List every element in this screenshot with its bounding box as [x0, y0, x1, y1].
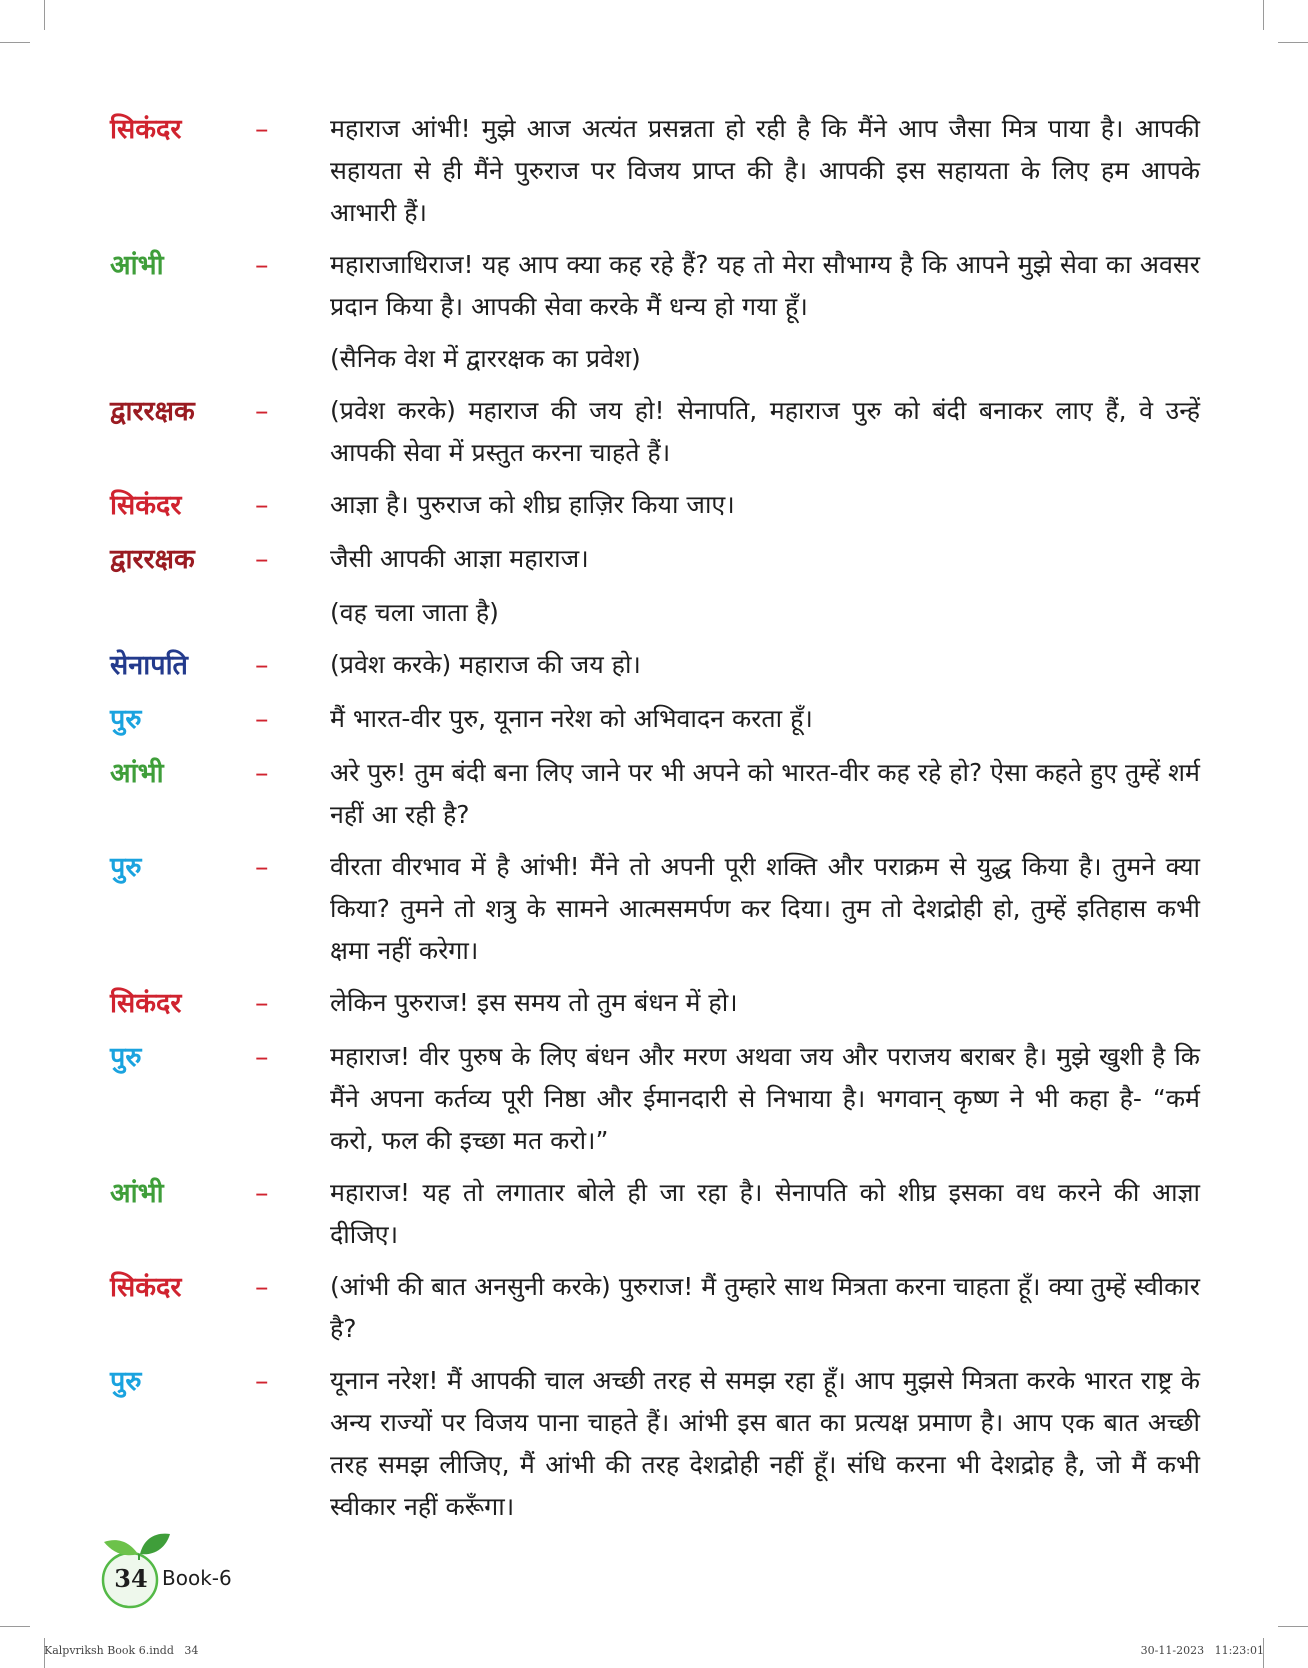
speaker-dash: – [255, 852, 269, 883]
slug-file: Kalpvriksh Book 6.indd 34 [44, 1644, 199, 1657]
speaker-dash: – [255, 988, 269, 1019]
speaker-dash: – [255, 1042, 269, 1073]
dialogue-row [110, 390, 1200, 474]
speaker-dash: – [255, 490, 269, 521]
speech-text: लेकिन पुरुराज! इस समय तो तुम बंधन में हो। [330, 988, 738, 1017]
speaker-name: पुरु [110, 1366, 142, 1397]
speech-text: अरे पुरु! तुम बंदी बना लिए जाने पर भी अपने को भारत-वीर कह रहे हो? ऐसा कहते हुए तुम्हें शर्म नहीं आ रही है? [330, 758, 1201, 829]
speaker-name: पुरु [110, 852, 142, 883]
speaker-name: सिकंदर [110, 490, 182, 521]
speaker-name: सिकंदर [110, 1272, 182, 1303]
speaker-dash: – [255, 1272, 269, 1303]
speaker-name: पुरु [110, 1042, 142, 1073]
crop-mark [0, 1626, 30, 1627]
crop-mark [1263, 0, 1264, 30]
speaker-dash: – [255, 114, 269, 145]
speaker-dash: – [255, 250, 269, 281]
crop-mark [1278, 42, 1308, 43]
speech-text: (प्रवेश करके) महाराज की जय हो! सेनापति, महाराज पुरु को बंदी बनाकर लाए हैं, वे उन्हें आपकी सेवा में प्रस्तुत करना चाहते हैं। [330, 396, 1200, 467]
dialogue-row [110, 484, 1200, 528]
speech-text: (आंभी की बात अनसुनी करके) पुरुराज! मैं तुम्हारे साथ मित्रता करना चाहता हूँ। क्या तुम्हें स्वीकार है? [330, 1272, 1200, 1343]
slug-timestamp: 30-11-2023 11:23:01 [1140, 1644, 1264, 1657]
speech-text: यूनान नरेश! मैं आपकी चाल अच्छी तरह से समझ रहा हूँ। आप मुझसे मित्रता करके भारत राष्ट्र के अन्य राज्यों पर विजय पाना चाहते हैं। आंभी इस बात का प्रत्यक्ष प्रमाण है। आप एक बात अच्छी तरह समझ लीजिए, मैं आंभी की तरह देशद्रोही नहीं हूँ। संधि करना भी देशद्रोह है, जो मैं कभी स्वीकार नहीं करूँगा। [330, 1366, 1200, 1521]
crop-mark [0, 42, 30, 43]
dialogue-row [110, 846, 1200, 972]
speaker-name: पुरु [110, 704, 142, 735]
dialogue-row [110, 244, 1200, 328]
dialogue-row [110, 108, 1200, 234]
dialogue-row [110, 538, 1200, 582]
dialogue-row [110, 644, 1200, 688]
speaker-dash: – [255, 396, 269, 427]
dialogue-row [110, 698, 1200, 742]
dialogue-row [110, 1266, 1200, 1350]
speaker-dash: – [255, 1366, 269, 1397]
speaker-dash: – [255, 1178, 269, 1209]
speaker-name: सिकंदर [110, 114, 182, 145]
speech-text: मैं भारत-वीर पुरु, यूनान नरेश को अभिवादन करता हूँ। [330, 704, 813, 733]
speech-text: महाराज आंभी! मुझे आज अत्यंत प्रसन्नता हो रही है कि मैंने आप जैसा मित्र पाया है। आपकी सहायता से ही मैंने पुरुराज पर विजय प्राप्त की है। आपकी इस सहायता के लिए हम आपके आभारी हैं। [330, 114, 1200, 227]
crop-mark [44, 0, 45, 30]
speaker-name: सिकंदर [110, 988, 182, 1019]
speech-text: (प्रवेश करके) महाराज की जय हो। [330, 650, 641, 679]
stage-direction: (वह चला जाता है) [330, 598, 499, 627]
speaker-dash: – [255, 704, 269, 735]
speaker-name: द्वाररक्षक [110, 396, 195, 427]
speech-text: महाराज! वीर पुरुष के लिए बंधन और मरण अथवा जय और पराजय बराबर है। मुझे खुशी है कि मैंने अपना कर्तव्य पूरी निष्ठा और ईमानदारी से निभाया है। भगवान् कृष्ण ने भी कहा है- “कर्म करो, फल की इच्छा मत करो।” [330, 1042, 1200, 1155]
speech-text: महाराज! यह तो लगातार बोले ही जा रहा है। सेनापति को शीघ्र इसका वध करने की आज्ञा दीजिए। [330, 1178, 1200, 1249]
crop-mark [1278, 1626, 1308, 1627]
speaker-dash: – [255, 758, 269, 789]
speech-text: महाराजाधिराज! यह आप क्या कह रहे हैं? यह तो मेरा सौभाग्य है कि आपने मुझे सेवा का अवसर प्रदान किया है। आपकी सेवा करके मैं धन्य हो गया हूँ। [330, 250, 1200, 321]
speaker-name: आंभी [110, 1178, 164, 1209]
speaker-name: द्वाररक्षक [110, 544, 195, 575]
book-label: Book-6 [162, 1566, 232, 1590]
dialogue-row [110, 1036, 1200, 1162]
speaker-dash: – [255, 544, 269, 575]
stage-direction: (सैनिक वेश में द्वाररक्षक का प्रवेश) [330, 344, 641, 373]
play-dialogue [110, 108, 1200, 1538]
speaker-name: आंभी [110, 250, 164, 281]
speaker-name: आंभी [110, 758, 164, 789]
dialogue-row [110, 1172, 1200, 1256]
speech-text: वीरता वीरभाव में है आंभी! मैंने तो अपनी पूरी शक्ति और पराक्रम से युद्ध किया है। तुमने क्या किया? तुमने तो शत्रु के सामने आत्मसमर्पण कर दिया। तुम तो देशद्रोही हो, तुम्हें इतिहास कभी क्षमा नहीं करेगा। [330, 852, 1200, 965]
page-badge [98, 1530, 238, 1614]
speech-text: आज्ञा है। पुरुराज को शीघ्र हाज़िर किया जाए। [330, 490, 735, 519]
dialogue-row [110, 1360, 1200, 1528]
speech-text: जैसी आपकी आज्ञा महाराज। [330, 544, 589, 573]
page-number: 34 [114, 1564, 148, 1593]
dialogue-row [110, 752, 1200, 836]
speaker-name: सेनापति [110, 650, 188, 681]
dialogue-row [110, 982, 1200, 1026]
speaker-dash: – [255, 650, 269, 681]
